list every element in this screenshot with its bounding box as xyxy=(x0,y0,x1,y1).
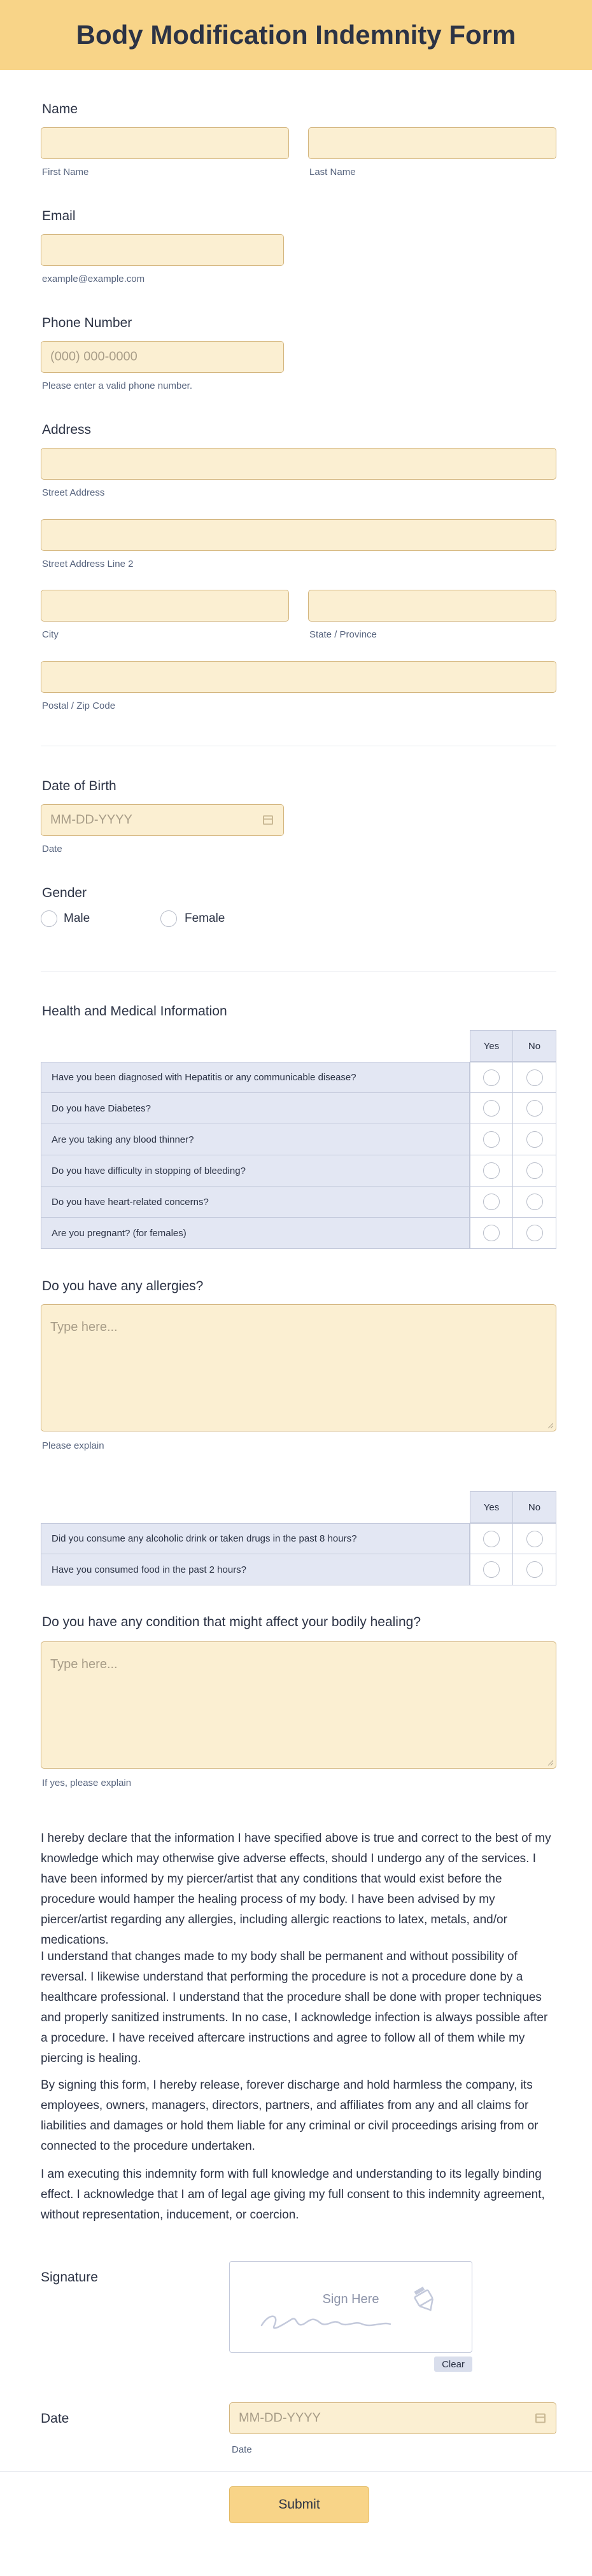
matrix-cell-yes[interactable] xyxy=(470,1187,513,1218)
matrix-cell-no[interactable] xyxy=(513,1218,556,1249)
email-label: Email xyxy=(42,209,76,223)
declaration-paragraph-4: I am executing this indemnity form with full knowledge and understanding to its legally binding effect. I acknowledge that I am of legal age giving my full consent to this indemnity agreement, without representation, inducement, or coercion. xyxy=(41,2168,545,2222)
allergies-textarea[interactable] xyxy=(41,1304,556,1431)
table-row xyxy=(41,1187,556,1218)
resize-handle-icon[interactable] xyxy=(547,1422,553,1428)
state-input[interactable] xyxy=(308,590,556,622)
consumption-col-yes: Yes xyxy=(470,1491,513,1523)
consumption-col-no: No xyxy=(513,1491,556,1523)
matrix-cell-yes[interactable] xyxy=(470,1062,513,1093)
street-address-input[interactable] xyxy=(41,448,556,480)
gender-female-label[interactable]: Female xyxy=(185,912,225,925)
table-row xyxy=(41,1554,556,1585)
form-header xyxy=(0,0,592,70)
signature-label: Signature xyxy=(41,2270,98,2285)
date-placeholder: MM-DD-YYYY xyxy=(239,2411,321,2425)
street-address-2-input[interactable] xyxy=(41,519,556,551)
matrix-cell-no[interactable] xyxy=(513,1187,556,1218)
radio-no[interactable] xyxy=(526,1069,543,1086)
phone-label: Phone Number xyxy=(42,316,132,330)
last-name-sublabel: Last Name xyxy=(309,167,356,178)
radio-yes[interactable] xyxy=(483,1100,500,1117)
radio-no[interactable] xyxy=(526,1531,543,1547)
matrix-cell-no[interactable] xyxy=(513,1523,556,1554)
radio-yes[interactable] xyxy=(483,1225,500,1241)
zip-sublabel: Postal / Zip Code xyxy=(42,700,116,711)
date-input[interactable] xyxy=(229,2402,556,2434)
first-name-input[interactable] xyxy=(41,127,289,159)
radio-yes[interactable] xyxy=(483,1194,500,1210)
matrix-cell-yes[interactable] xyxy=(470,1554,513,1585)
email-sublabel: example@example.com xyxy=(42,274,145,284)
table-row xyxy=(41,1062,556,1093)
matrix-cell-yes[interactable] xyxy=(470,1218,513,1249)
zip-input[interactable] xyxy=(41,661,556,693)
submit-button[interactable]: Submit xyxy=(229,2486,369,2523)
form-title: Body Modification Indemnity Form xyxy=(76,20,516,50)
matrix-question: Are you pregnant? (for females) xyxy=(41,1218,470,1249)
phone-sublabel: Please enter a valid phone number. xyxy=(42,380,192,391)
health-col-yes: Yes xyxy=(470,1030,513,1062)
phone-input[interactable] xyxy=(41,341,284,373)
condition-placeholder: Type here... xyxy=(50,1657,118,1671)
radio-no[interactable] xyxy=(526,1162,543,1179)
address-label: Address xyxy=(42,422,92,437)
matrix-cell-no[interactable] xyxy=(513,1554,556,1585)
gender-male-radio[interactable] xyxy=(41,910,57,927)
radio-yes[interactable] xyxy=(483,1162,500,1179)
allergies-label: Do you have any allergies? xyxy=(42,1279,204,1293)
matrix-cell-no[interactable] xyxy=(513,1062,556,1093)
condition-sublabel: If yes, please explain xyxy=(42,1778,132,1788)
matrix-cell-yes[interactable] xyxy=(470,1124,513,1155)
gender-label: Gender xyxy=(42,886,87,900)
matrix-question: Do you have Diabetes? xyxy=(41,1093,470,1124)
matrix-question: Do you have difficulty in stopping of bleeding? xyxy=(41,1155,470,1187)
condition-label: Do you have any condition that might affect your bodily healing? xyxy=(42,1615,421,1629)
health-label: Health and Medical Information xyxy=(42,1004,227,1019)
gender-female-radio[interactable] xyxy=(160,910,177,927)
matrix-question: Do you have heart-related concerns? xyxy=(41,1187,470,1218)
allergies-placeholder: Type here... xyxy=(50,1320,118,1334)
state-sublabel: State / Province xyxy=(309,629,377,640)
table-row xyxy=(41,1218,556,1249)
table-row xyxy=(41,1155,556,1187)
radio-yes[interactable] xyxy=(483,1131,500,1148)
signature-pad[interactable] xyxy=(229,2261,472,2353)
matrix-cell-no[interactable] xyxy=(513,1155,556,1187)
radio-yes[interactable] xyxy=(483,1069,500,1086)
phone-placeholder: (000) 000-0000 xyxy=(50,349,137,364)
street-address-2-sublabel: Street Address Line 2 xyxy=(42,559,134,569)
calendar-icon[interactable] xyxy=(263,816,273,825)
signature-placeholder-icon xyxy=(230,2262,472,2352)
gender-male-label[interactable]: Male xyxy=(64,912,90,925)
last-name-input[interactable] xyxy=(308,127,556,159)
radio-no[interactable] xyxy=(526,1561,543,1578)
declaration-paragraph-3: By signing this form, I hereby release, forever discharge and hold harmless the company, its employees, owners, managers, directors, partners, and affiliates from any and all claims for liabilities and damages or hold them liable for any criminal or civil proceedings arising from or connected to the procedure undertaken. xyxy=(41,2078,539,2153)
radio-no[interactable] xyxy=(526,1131,543,1148)
radio-yes[interactable] xyxy=(483,1531,500,1547)
health-col-no: No xyxy=(513,1030,556,1062)
email-input[interactable] xyxy=(41,234,284,266)
name-label: Name xyxy=(42,102,78,116)
street-address-sublabel: Street Address xyxy=(42,487,105,498)
signature-hint: Sign Here xyxy=(322,2292,379,2306)
calendar-icon[interactable] xyxy=(535,2414,546,2423)
dob-label: Date of Birth xyxy=(42,779,116,793)
matrix-question: Are you taking any blood thinner? xyxy=(41,1124,470,1155)
matrix-cell-yes[interactable] xyxy=(470,1523,513,1554)
first-name-sublabel: First Name xyxy=(42,167,89,178)
clear-signature-button[interactable]: Clear xyxy=(434,2357,472,2372)
table-row xyxy=(41,1124,556,1155)
declaration-paragraph-1: I hereby declare that the information I have specified above is true and correct to the best of my knowledge which may otherwise give adverse effects, should I undergo any of the services. I have been informed by my piercer/artist that any conditions that would exist before the procedure would hamper the healing process of my body. I have been advised by my piercer/artist regarding any allergies, including allergic reactions to latex, metals, and/or medications. xyxy=(41,1832,551,1947)
dob-input[interactable] xyxy=(41,804,284,836)
allergies-sublabel: Please explain xyxy=(42,1440,104,1451)
matrix-question: Have you been diagnosed with Hepatitis or any communicable disease? xyxy=(41,1062,470,1093)
date-sublabel: Date xyxy=(232,2444,252,2455)
footer-divider xyxy=(0,2471,592,2472)
radio-no[interactable] xyxy=(526,1225,543,1241)
matrix-cell-yes[interactable] xyxy=(470,1155,513,1187)
date-label: Date xyxy=(41,2411,69,2426)
matrix-cell-no[interactable] xyxy=(513,1093,556,1124)
radio-no[interactable] xyxy=(526,1100,543,1117)
radio-no[interactable] xyxy=(526,1194,543,1210)
matrix-question: Have you consumed food in the past 2 hours? xyxy=(41,1554,470,1585)
table-row xyxy=(41,1093,556,1124)
matrix-question: Did you consume any alcoholic drink or taken drugs in the past 8 hours? xyxy=(41,1523,470,1554)
resize-handle-icon[interactable] xyxy=(547,1759,553,1765)
radio-yes[interactable] xyxy=(483,1561,500,1578)
dob-sublabel: Date xyxy=(42,844,62,854)
matrix-cell-no[interactable] xyxy=(513,1124,556,1155)
dob-placeholder: MM-DD-YYYY xyxy=(50,812,132,827)
city-sublabel: City xyxy=(42,629,59,640)
matrix-cell-yes[interactable] xyxy=(470,1093,513,1124)
city-input[interactable] xyxy=(41,590,289,622)
table-row xyxy=(41,1523,556,1554)
condition-textarea[interactable] xyxy=(41,1641,556,1769)
declaration-paragraph-2: I understand that changes made to my body shall be permanent and without possibility of reversal. I likewise understand that performing the procedure is not a procedure done by a healthcare professional. I understand that the procedure shall be done with proper techniques and properly sanitized instruments. In no case, I acknowledge infection is always possible after a procedure. I have received aftercare instructions and agree to follow all of them while my piercing is healing. xyxy=(41,1950,548,2065)
